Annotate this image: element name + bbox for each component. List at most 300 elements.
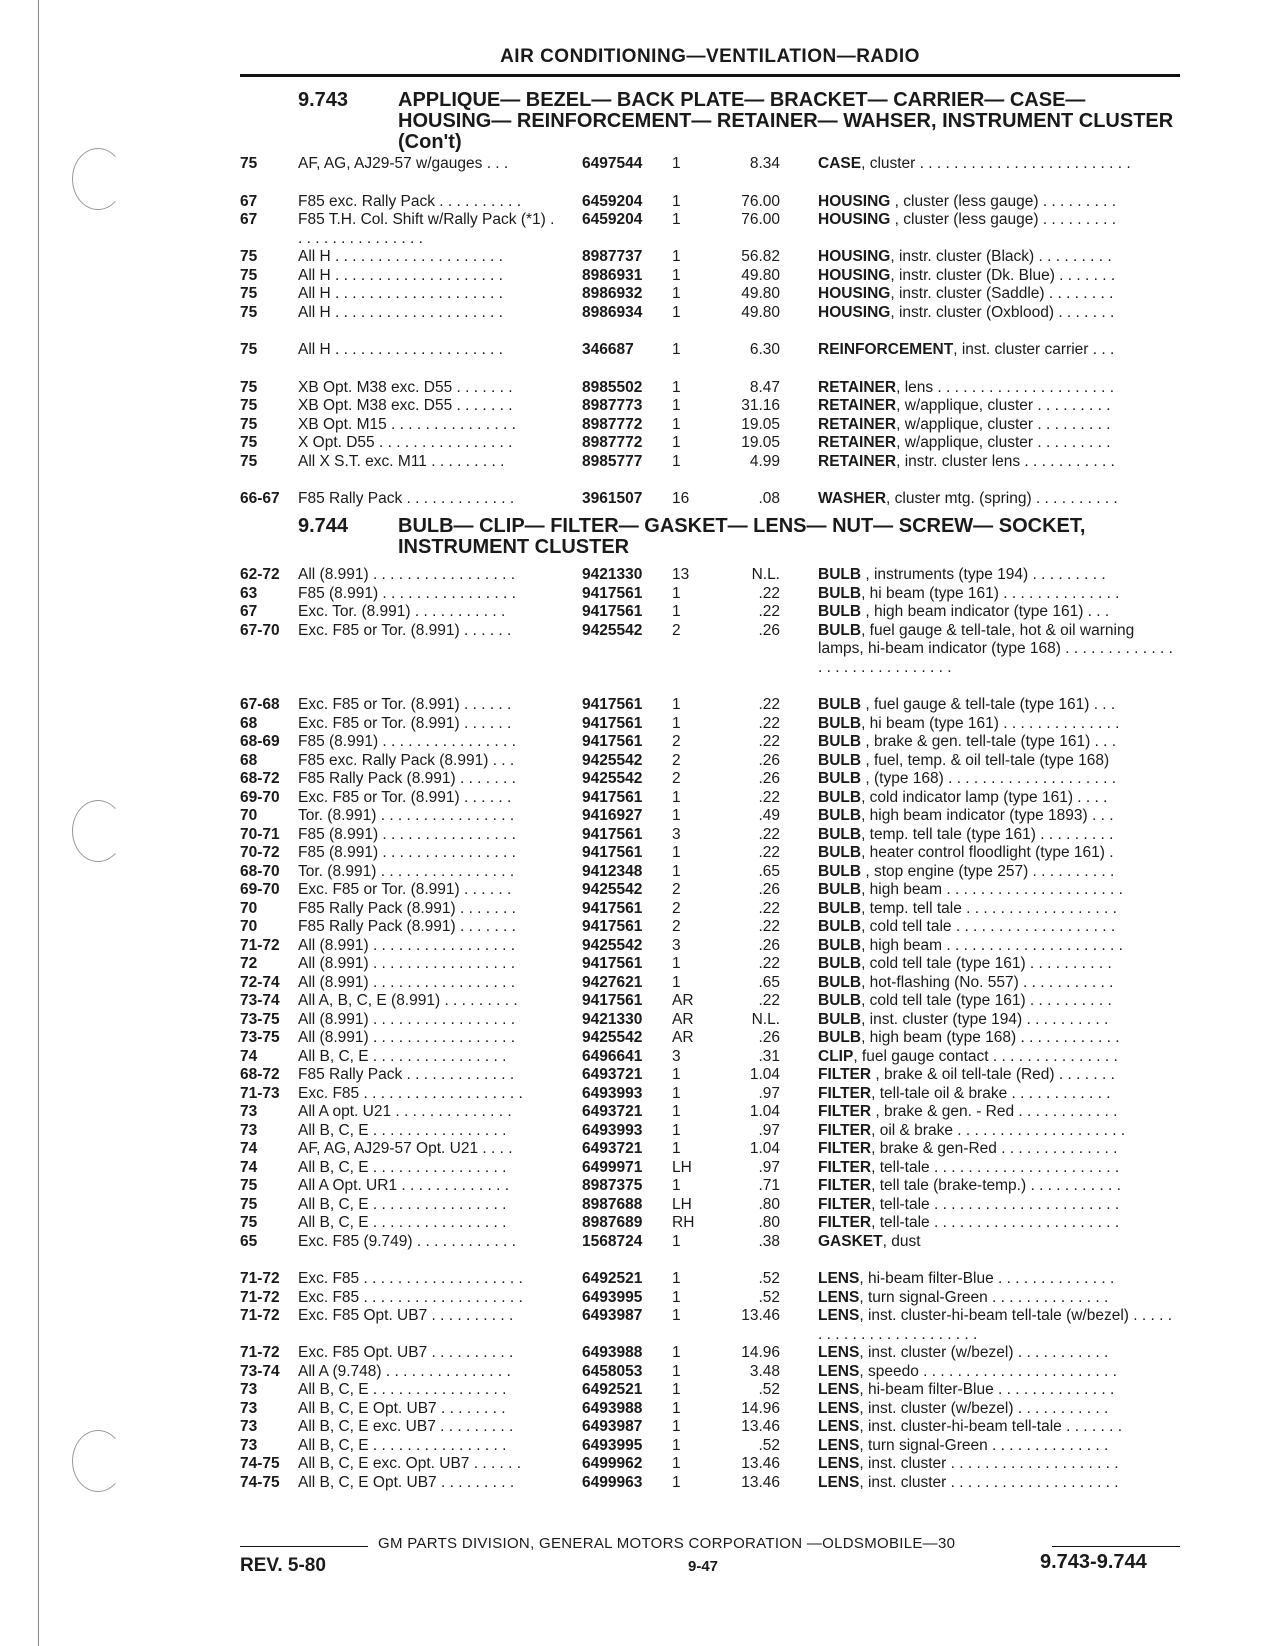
table-row	[240, 1066, 1180, 1085]
part-name: BULB	[818, 584, 862, 602]
year-cell: 72	[240, 955, 258, 972]
year-cell: 73-74	[240, 1362, 280, 1380]
application-cell: All H . . . . . . . . . . . . . . . . . . . .	[298, 266, 503, 284]
price-cell: N.L.	[751, 1010, 780, 1028]
price-cell: 8.47	[749, 378, 780, 396]
price-cell: .08	[758, 490, 780, 507]
year-cell: 70	[240, 899, 258, 917]
description-cell	[818, 585, 1180, 604]
price-cell: .22	[758, 844, 780, 861]
part-number-cell: 8987689	[582, 1214, 643, 1231]
part-number-cell: 6459204	[582, 192, 643, 210]
section-range: 9.743-9.744	[1040, 1551, 1147, 1573]
part-number-cell: 6493988	[582, 1344, 643, 1361]
quantity-cell: 1	[672, 1344, 681, 1361]
price-cell: .26	[758, 621, 780, 639]
year-cell: 68-72	[240, 1066, 280, 1083]
description-cell	[818, 1048, 1180, 1067]
price-cell: 13.46	[741, 1455, 780, 1472]
part-name: BULB	[818, 788, 862, 806]
part-number-cell: 9417561	[582, 603, 643, 620]
description-cell	[818, 1344, 1180, 1363]
table-row	[240, 770, 1180, 789]
quantity-cell: 1	[672, 155, 681, 172]
quantity-cell: 1	[672, 714, 681, 732]
price-cell: .26	[758, 751, 780, 769]
part-number-cell: 9421330	[582, 566, 643, 583]
table-row	[240, 193, 1180, 212]
part-name: BULB	[818, 844, 862, 861]
description-cell	[818, 918, 1180, 937]
quantity-cell: 1	[672, 1103, 681, 1120]
application-cell: All B, C, E Opt. UB7 . . . . . . . . .	[298, 1473, 515, 1491]
quantity-cell: 1	[672, 397, 681, 414]
description-cell	[818, 267, 1180, 286]
part-number-cell: 6499971	[582, 1158, 643, 1176]
year-cell: 74-75	[240, 1455, 280, 1472]
year-cell: 71-72	[240, 1307, 280, 1324]
quantity-cell: 1	[672, 211, 681, 228]
application-cell: All H . . . . . . . . . . . . . . . . . . . .	[298, 285, 503, 302]
table-row	[240, 453, 1180, 472]
part-description: , instruments (type 194) . . . . . . . . .	[861, 566, 1106, 583]
part-number-cell: 8986932	[582, 285, 643, 302]
price-cell: .52	[758, 1288, 780, 1306]
part-description: , brake & oil tell-tale (Red) . . . . . . .	[871, 1066, 1115, 1083]
year-cell: 73	[240, 1121, 258, 1139]
application-cell: All A Opt. UR1 . . . . . . . . . . . . .	[298, 1177, 510, 1194]
row-spacer	[240, 174, 1180, 193]
price-cell: .97	[758, 1121, 780, 1139]
table-row	[240, 1289, 1180, 1308]
part-description: , instr. cluster lens . . . . . . . . . . .	[896, 452, 1115, 470]
quantity-cell: 3	[672, 825, 681, 843]
year-cell: 71-72	[240, 1270, 280, 1287]
table-row	[240, 434, 1180, 453]
description-cell	[818, 193, 1180, 212]
part-number-cell: 8987375	[582, 1177, 643, 1194]
parts-table-9744	[240, 566, 1180, 1492]
part-number-cell: 8986931	[582, 266, 643, 284]
part-name: BULB	[818, 955, 862, 972]
part-number-cell: 9417561	[582, 918, 643, 935]
part-name: BULB	[818, 992, 862, 1009]
description-cell	[818, 1177, 1180, 1196]
year-cell: 70	[240, 918, 258, 935]
part-number-cell: 6493995	[582, 1436, 643, 1454]
part-description: , instr. cluster (Dk. Blue) . . . . . . .	[890, 266, 1116, 284]
part-description: , oil & brake . . . . . . . . . . . . . . . . . . . .	[871, 1121, 1126, 1139]
table-row	[240, 1418, 1180, 1437]
price-cell: .22	[758, 696, 780, 713]
year-cell: 70-72	[240, 844, 280, 861]
part-name: FILTER	[818, 1084, 872, 1102]
part-name: CLIP	[818, 1047, 854, 1065]
part-number-cell: 9417561	[582, 899, 643, 917]
year-cell: 62-72	[240, 566, 280, 583]
part-description: , high beam . . . . . . . . . . . . . . . . . . . . .	[861, 936, 1123, 954]
description-cell	[818, 379, 1180, 398]
price-cell: N.L.	[751, 566, 780, 583]
description-cell	[818, 807, 1180, 826]
revision-label: REV. 5-80	[240, 1555, 326, 1576]
part-name: RETAINER	[818, 434, 897, 451]
price-cell: .49	[758, 807, 780, 824]
part-name: BULB	[818, 751, 862, 769]
price-cell: 19.05	[741, 434, 780, 451]
table-row	[240, 211, 1180, 248]
part-number-cell: 6497544	[582, 155, 643, 172]
price-cell: 1.04	[749, 1140, 780, 1157]
description-cell	[818, 1289, 1180, 1308]
part-description: , tell-tale oil & brake . . . . . . . . . . . .	[871, 1084, 1111, 1102]
description-cell	[818, 341, 1180, 360]
part-name: LENS	[818, 1455, 860, 1472]
part-name: LENS	[818, 1381, 860, 1398]
description-cell	[818, 715, 1180, 734]
table-row	[240, 863, 1180, 882]
part-name: BULB	[818, 1029, 862, 1046]
part-description: , instr. cluster (Saddle) . . . . . . . .	[890, 285, 1114, 302]
row-spacer	[240, 1251, 1180, 1270]
quantity-cell: AR	[672, 1029, 694, 1046]
quantity-cell: 1	[672, 584, 681, 602]
part-number-cell: 6493995	[582, 1288, 643, 1306]
price-cell: .22	[758, 733, 780, 750]
application-cell: All B, C, E exc. Opt. UB7 . . . . . .	[298, 1455, 522, 1472]
price-cell: 76.00	[741, 211, 780, 228]
group-number: 9.743	[298, 89, 349, 111]
year-cell: 69-70	[240, 881, 280, 898]
year-cell: 73	[240, 1381, 258, 1398]
part-number-cell: 6492521	[582, 1270, 643, 1287]
part-number-cell: 6499962	[582, 1455, 643, 1472]
table-row	[240, 416, 1180, 435]
description-cell	[818, 1066, 1180, 1085]
year-cell: 73-74	[240, 992, 280, 1009]
application-cell: Exc. Tor. (8.991) . . . . . . . . . . .	[298, 603, 506, 620]
table-row	[240, 1177, 1180, 1196]
year-cell: 68	[240, 714, 258, 732]
quantity-cell: 2	[672, 621, 681, 639]
table-row	[240, 267, 1180, 286]
part-description: , hi beam (type 161) . . . . . . . . . . . . . .	[861, 714, 1120, 732]
price-cell: 19.05	[741, 415, 780, 433]
description-cell	[818, 1085, 1180, 1104]
application-cell: F85 Rally Pack . . . . . . . . . . . . .	[298, 490, 515, 507]
quantity-cell: 1	[672, 378, 681, 396]
application-cell: AF, AG, AJ29-57 Opt. U21 . . . .	[298, 1140, 513, 1157]
table-row	[240, 1437, 1180, 1456]
description-cell	[818, 622, 1180, 678]
description-cell	[818, 863, 1180, 882]
application-cell: XB Opt. M38 exc. D55 . . . . . . .	[298, 397, 513, 414]
group-title: APPLIQUE— BEZEL— BACK PLATE— BRACKET— CARRIER— CASE— HOUSING— REINFORCEMENT— RETAINER— WAHSER, INSTRUMENT CLUSTER (Con't)	[398, 89, 1174, 153]
part-description: , hi beam (type 161) . . . . . . . . . . . . . .	[861, 584, 1120, 602]
quantity-cell: 1	[672, 1455, 681, 1472]
quantity-cell: 1	[672, 1436, 681, 1454]
part-description: , cluster mtg. (spring) . . . . . . . . . .	[886, 490, 1118, 507]
part-description: , inst. cluster-hi-beam tell-tale . . . . . . .	[859, 1418, 1123, 1435]
application-cell: All B, C, E . . . . . . . . . . . . . . . .	[298, 1195, 507, 1213]
part-description: , hot-flashing (No. 557) . . . . . . . . . . .	[861, 973, 1114, 991]
part-number-cell: 6493987	[582, 1418, 643, 1435]
price-cell: 14.96	[741, 1399, 780, 1417]
part-description: , cluster (less gauge) . . . . . . . . .	[890, 211, 1117, 228]
table-row	[240, 397, 1180, 416]
application-cell: All H . . . . . . . . . . . . . . . . . . . .	[298, 303, 503, 321]
description-cell	[818, 1196, 1180, 1215]
description-cell	[818, 1307, 1180, 1344]
part-name: FILTER	[818, 1177, 872, 1194]
parts-table-9743	[240, 155, 1180, 509]
application-cell: All A, B, C, E (8.991) . . . . . . . . .	[298, 992, 518, 1009]
year-cell: 73-75	[240, 1029, 280, 1046]
description-cell	[818, 844, 1180, 863]
part-name: BULB	[818, 918, 862, 935]
quantity-cell: LH	[672, 1158, 692, 1176]
year-cell: 69-70	[240, 788, 280, 806]
table-row	[240, 955, 1180, 974]
table-row	[240, 1363, 1180, 1382]
header-rule	[240, 74, 1180, 77]
application-cell: All (8.991) . . . . . . . . . . . . . . . . .	[298, 1010, 516, 1028]
quantity-cell: 2	[672, 770, 681, 787]
year-cell: 73	[240, 1418, 258, 1435]
page-number: 9-47	[688, 1558, 719, 1575]
application-cell: All B, C, E . . . . . . . . . . . . . . . .	[298, 1381, 507, 1398]
part-description: , cluster (less gauge) . . . . . . . . .	[890, 192, 1117, 210]
price-cell: .97	[758, 1158, 780, 1176]
year-cell: 67	[240, 603, 258, 620]
price-cell: .26	[758, 770, 780, 787]
application-cell: All B, C, E exc. UB7 . . . . . . . . .	[298, 1418, 514, 1435]
quantity-cell: 1	[672, 1270, 681, 1287]
part-description: , cold tell tale (type 161) . . . . . . . . . .	[861, 955, 1112, 972]
price-cell: 76.00	[741, 192, 780, 210]
part-description: , inst. cluster (type 194) . . . . . . . . . .	[861, 1010, 1109, 1028]
application-cell: F85 Rally Pack (8.991) . . . . . . .	[298, 918, 516, 935]
quantity-cell: 1	[672, 415, 681, 433]
part-description: , dust	[882, 1232, 921, 1250]
part-description: , high beam indicator (type 161) . . .	[861, 603, 1110, 620]
price-cell: .22	[758, 825, 780, 843]
price-cell: 8.34	[749, 155, 780, 172]
table-row	[240, 1122, 1180, 1141]
part-name: BULB	[818, 825, 862, 843]
part-name: LENS	[818, 1399, 860, 1417]
part-number-cell: 9417561	[582, 788, 643, 806]
quantity-cell: 1	[672, 452, 681, 470]
group-number: 9.744	[298, 515, 349, 537]
table-row	[240, 1474, 1180, 1493]
description-cell	[818, 1159, 1180, 1178]
quantity-cell: 1	[672, 603, 681, 620]
part-description: , cold tell tale . . . . . . . . . . . . . . . . . . .	[861, 918, 1116, 935]
part-name: LENS	[818, 1418, 860, 1435]
price-cell: 13.46	[741, 1473, 780, 1491]
table-row	[240, 490, 1180, 509]
footer-publisher: GM PARTS DIVISION, GENERAL MOTORS CORPORATION —OLDSMOBILE—30	[378, 1535, 956, 1552]
price-cell: .80	[758, 1195, 780, 1213]
part-name: FILTER	[818, 1214, 872, 1231]
table-row	[240, 248, 1180, 267]
price-cell: .65	[758, 862, 780, 880]
part-name: WASHER	[818, 490, 887, 507]
part-name: BULB	[818, 973, 862, 991]
application-cell: F85 (8.991) . . . . . . . . . . . . . . . .	[298, 584, 516, 602]
table-row	[240, 1214, 1180, 1233]
part-number-cell: 6493721	[582, 1140, 643, 1157]
table-row	[240, 1270, 1180, 1289]
price-cell: .26	[758, 936, 780, 954]
part-description: , w/applique, cluster . . . . . . . . .	[896, 434, 1111, 451]
price-cell: 1.04	[749, 1066, 780, 1083]
part-number-cell: 8987688	[582, 1195, 643, 1213]
price-cell: 49.80	[741, 285, 780, 302]
part-number-cell: 9421330	[582, 1010, 643, 1028]
part-name: LENS	[818, 1288, 860, 1306]
part-name: REINFORCEMENT	[818, 341, 954, 358]
application-cell: F85 Rally Pack (8.991) . . . . . . .	[298, 770, 516, 787]
description-cell	[818, 900, 1180, 919]
quantity-cell: 3	[672, 1047, 681, 1065]
price-cell: 3.48	[749, 1362, 780, 1380]
part-number-cell: 8987737	[582, 248, 643, 265]
part-number-cell: 6493721	[582, 1103, 643, 1120]
punch-hole-top	[72, 148, 124, 210]
application-cell: All (8.991) . . . . . . . . . . . . . . . . .	[298, 936, 516, 954]
year-cell: 67	[240, 192, 258, 210]
part-description: , fuel gauge contact . . . . . . . . . . . . . . .	[853, 1047, 1118, 1065]
year-cell: 71-72	[240, 936, 280, 954]
table-row	[240, 622, 1180, 678]
price-cell: .22	[758, 584, 780, 602]
year-cell: 75	[240, 397, 258, 414]
price-cell: 14.96	[741, 1344, 780, 1361]
application-cell: All (8.991) . . . . . . . . . . . . . . . . .	[298, 566, 516, 583]
quantity-cell: 1	[672, 1232, 681, 1250]
punch-hole-middle	[72, 800, 124, 862]
part-number-cell: 9417561	[582, 992, 643, 1009]
price-cell: 49.80	[741, 266, 780, 284]
part-description: , cold tell tale (type 161) . . . . . . . . . .	[861, 992, 1112, 1009]
quantity-cell: 1	[672, 1177, 681, 1194]
quantity-cell: 1	[672, 1140, 681, 1157]
year-cell: 75	[240, 266, 258, 284]
price-cell: .22	[758, 788, 780, 806]
year-cell: 75	[240, 341, 258, 358]
table-row	[240, 1011, 1180, 1030]
application-cell: Exc. F85 . . . . . . . . . . . . . . . . . . .	[298, 1270, 523, 1287]
year-cell: 75	[240, 434, 258, 451]
table-row	[240, 807, 1180, 826]
price-cell: .22	[758, 955, 780, 972]
application-cell: All B, C, E . . . . . . . . . . . . . . . .	[298, 1047, 507, 1065]
table-row	[240, 1307, 1180, 1344]
application-cell: Tor. (8.991) . . . . . . . . . . . . . . . .	[298, 862, 515, 880]
part-number-cell: 9417561	[582, 955, 643, 972]
year-cell: 63	[240, 584, 258, 602]
part-description: , temp. tell tale . . . . . . . . . . . . . . . . . .	[861, 899, 1117, 917]
part-name: BULB	[818, 621, 862, 639]
description-cell	[818, 789, 1180, 808]
quantity-cell: 1	[672, 248, 681, 265]
quantity-cell: 1	[672, 303, 681, 321]
price-cell: 1.04	[749, 1103, 780, 1120]
price-cell: 13.46	[741, 1418, 780, 1435]
description-cell	[818, 974, 1180, 993]
price-cell: .52	[758, 1270, 780, 1287]
part-number-cell: 9416927	[582, 807, 643, 824]
application-cell: All (8.991) . . . . . . . . . . . . . . . . .	[298, 1029, 516, 1046]
application-cell: All (8.991) . . . . . . . . . . . . . . . . .	[298, 973, 516, 991]
footer-rule-left	[240, 1546, 368, 1547]
year-cell: 68	[240, 751, 258, 769]
quantity-cell: 1	[672, 788, 681, 806]
quantity-cell: 1	[672, 862, 681, 880]
application-cell: Exc. F85 or Tor. (8.991) . . . . . .	[298, 621, 512, 639]
part-name: RETAINER	[818, 397, 897, 414]
table-row	[240, 341, 1180, 360]
part-number-cell: 8987772	[582, 415, 643, 433]
table-row	[240, 992, 1180, 1011]
year-cell: 67	[240, 211, 258, 228]
table-row	[240, 1196, 1180, 1215]
part-description: , fuel gauge & tell-tale, hot & oil warning lamps, hi-beam indicator (type 168) . . . . . . . . . . . . . . . . . . . . . . . . . . . . .	[818, 621, 1173, 676]
description-cell	[818, 1122, 1180, 1141]
price-cell: .22	[758, 918, 780, 935]
part-number-cell: 6493993	[582, 1121, 643, 1139]
part-name: HOUSING	[818, 211, 891, 228]
application-cell: F85 exc. Rally Pack . . . . . . . . . .	[298, 192, 522, 210]
description-cell	[818, 1455, 1180, 1474]
part-name: BULB	[818, 1010, 862, 1028]
part-description: , instr. cluster (Oxblood) . . . . . . .	[890, 303, 1115, 321]
price-cell: .65	[758, 973, 780, 991]
quantity-cell: 1	[672, 434, 681, 451]
section-header: AIR CONDITIONING—VENTILATION—RADIO	[500, 46, 920, 67]
table-row	[240, 696, 1180, 715]
part-number-cell: 6492521	[582, 1381, 643, 1398]
application-cell: F85 T.H. Col. Shift w/Rally Pack (*1) . . . . . . . . . . . . . . . .	[298, 211, 555, 247]
part-description: , cold indicator lamp (type 161) . . . .	[861, 788, 1108, 806]
part-number-cell: 8985777	[582, 452, 643, 470]
price-cell: .31	[758, 1047, 780, 1065]
year-cell: 75	[240, 1214, 258, 1231]
part-description: , hi-beam filter-Blue . . . . . . . . . . . . . .	[859, 1270, 1115, 1287]
application-cell: AF, AG, AJ29-57 w/gauges . . .	[298, 155, 509, 172]
table-row	[240, 1048, 1180, 1067]
part-name: BULB	[818, 696, 862, 713]
part-number-cell: 6493721	[582, 1066, 643, 1083]
description-cell	[818, 1233, 1180, 1252]
year-cell: 67-68	[240, 696, 280, 713]
quantity-cell: 13	[672, 566, 690, 583]
year-cell: 74	[240, 1140, 258, 1157]
part-name: BULB	[818, 862, 862, 880]
quantity-cell: 3	[672, 936, 681, 954]
part-number-cell: 3961507	[582, 490, 643, 507]
part-name: FILTER	[818, 1195, 872, 1213]
price-cell: 49.80	[741, 303, 780, 321]
part-number-cell: 9425542	[582, 936, 643, 954]
description-cell	[818, 434, 1180, 453]
quantity-cell: 1	[672, 1362, 681, 1380]
year-cell: 67-70	[240, 621, 280, 639]
part-description: , tell tale (brake-temp.) . . . . . . . . . . .	[871, 1177, 1121, 1194]
application-cell: All X S.T. exc. M11 . . . . . . . . .	[298, 452, 505, 470]
